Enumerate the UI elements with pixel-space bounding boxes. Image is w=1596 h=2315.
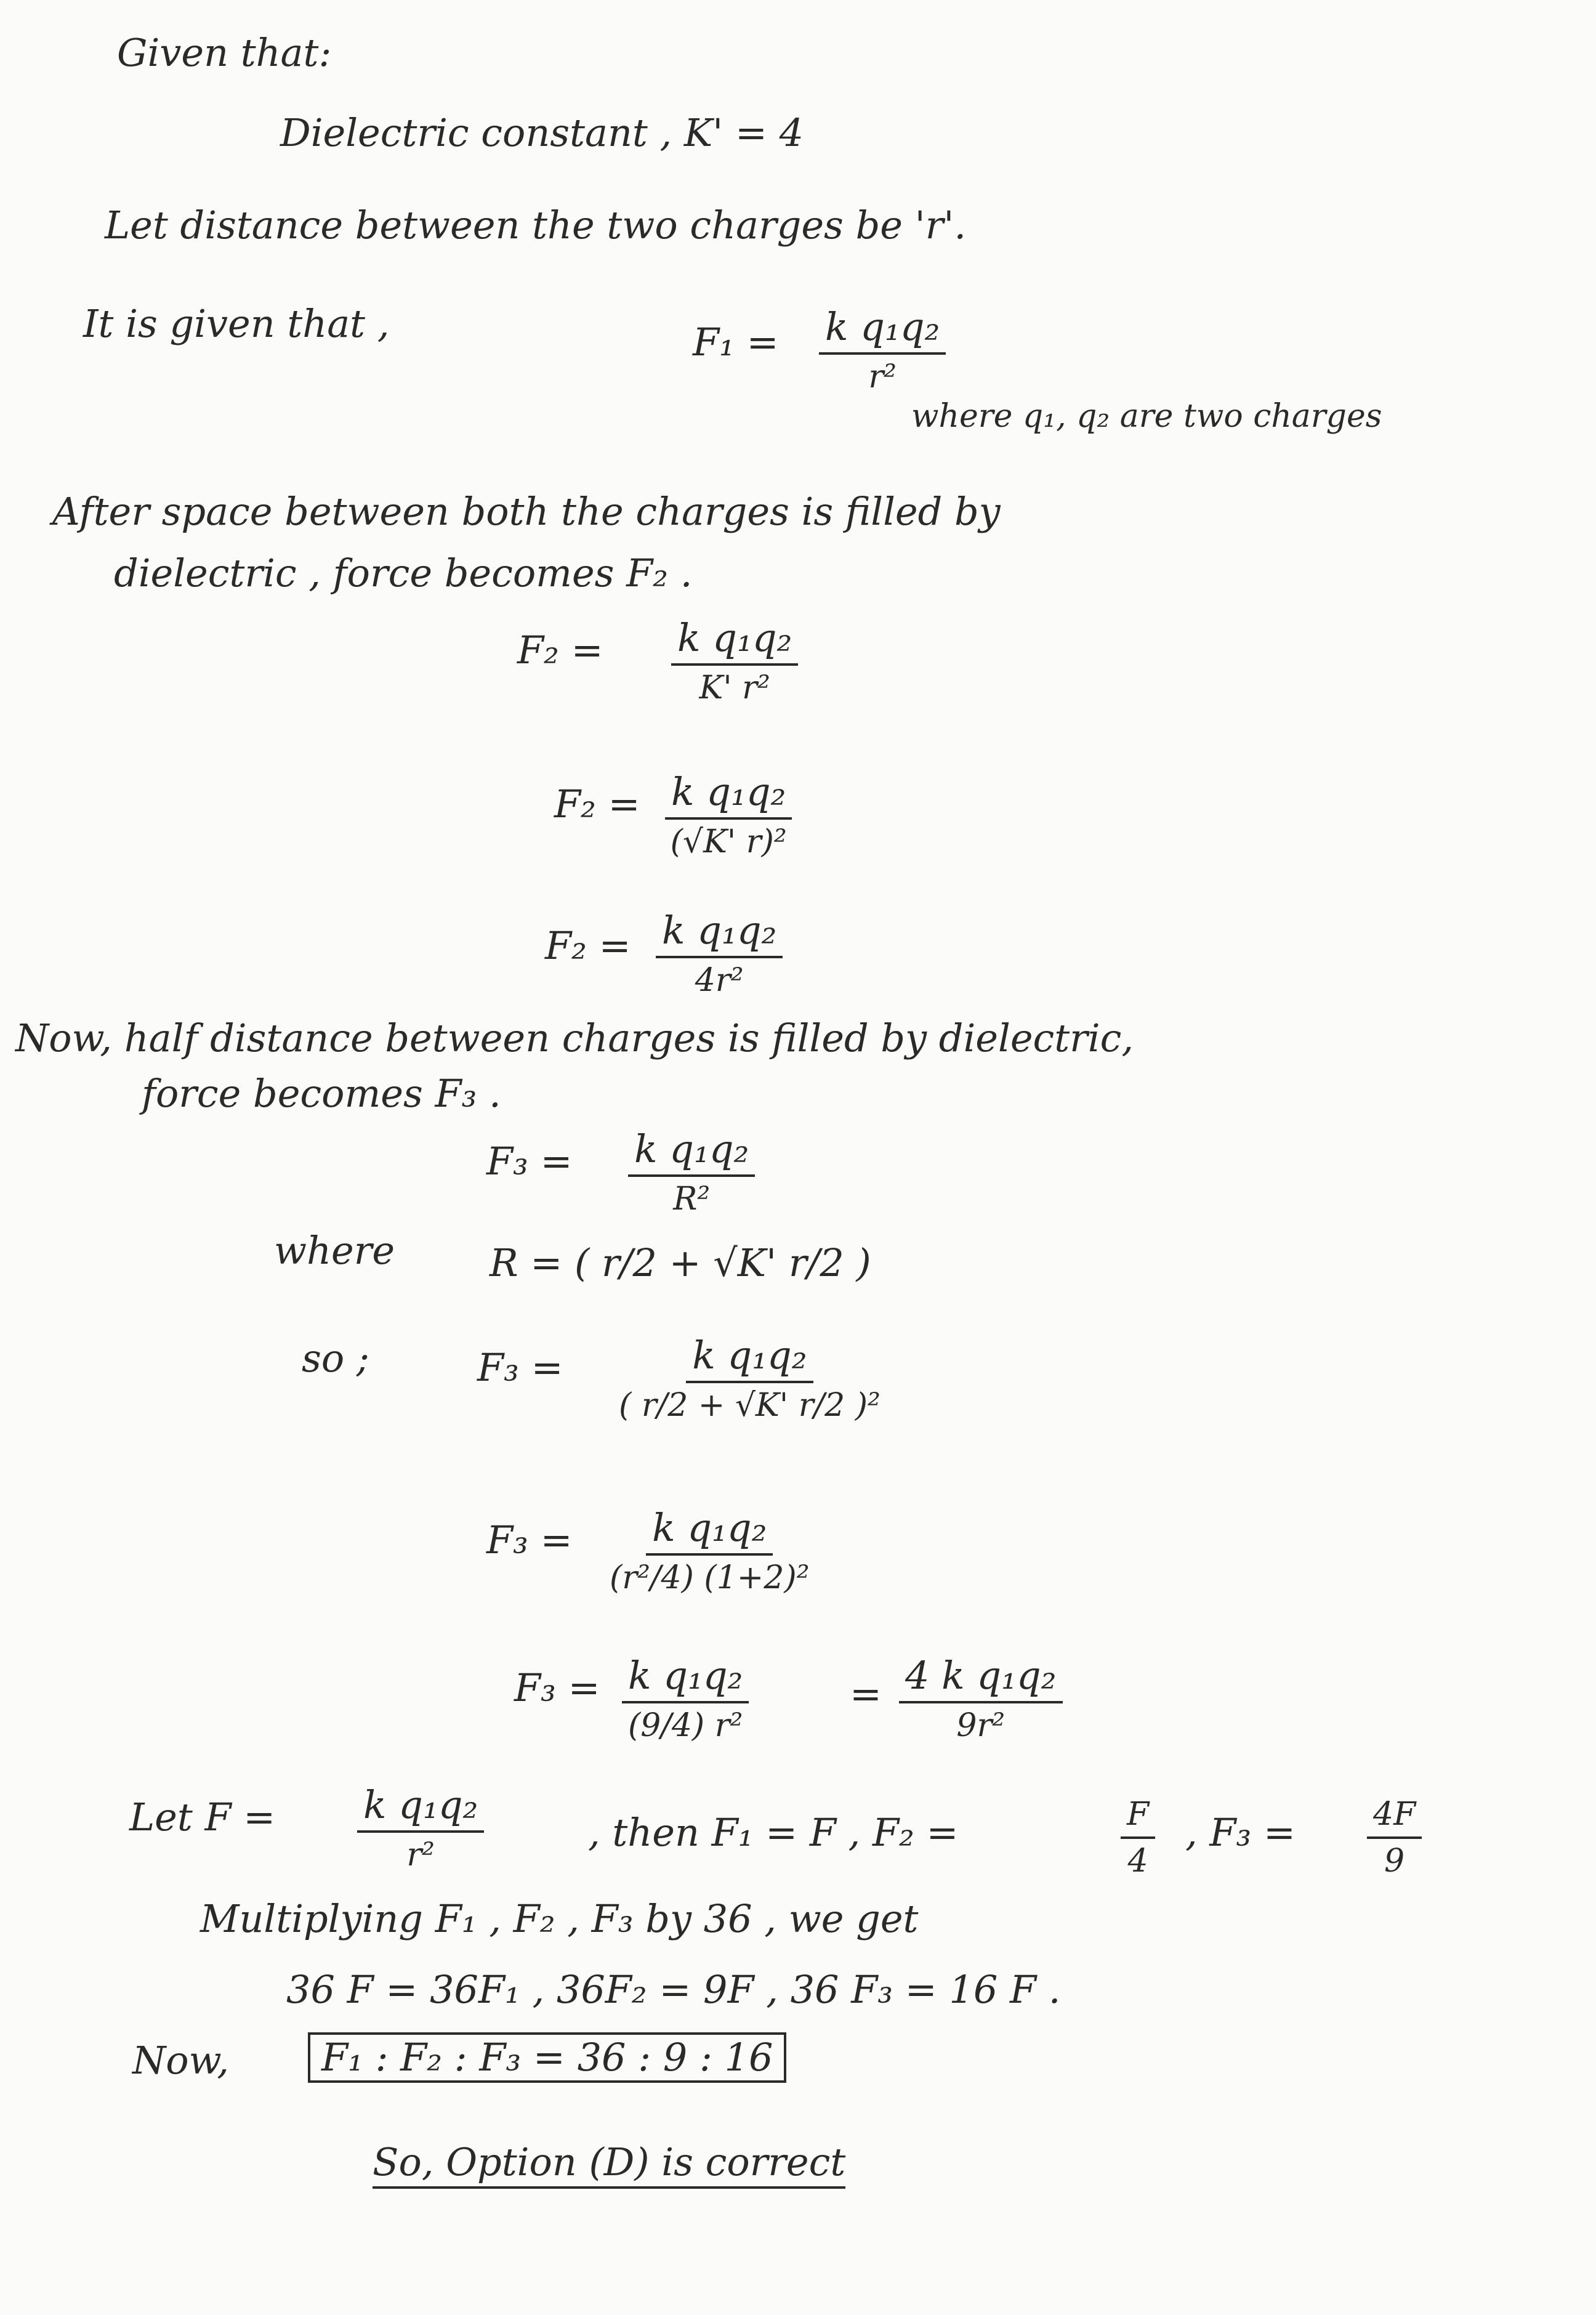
now-half-line-1: Now, half distance between charges is filled by dielectric, [15, 1016, 1134, 1061]
f3b-numerator: k q₁q₂ [686, 1336, 813, 1383]
f2b-numerator: k q₁q₂ [665, 773, 792, 820]
after-space-line-2: dielectric , force becomes F₂ . [114, 551, 693, 596]
f3d-denominator: (9/4) r² [627, 1707, 743, 1744]
f3a-denominator: R² [673, 1181, 711, 1218]
f3-prefix-text: , F₃ = [1185, 1810, 1296, 1855]
f2c-denominator: 4r² [695, 962, 744, 999]
f2a-fraction [671, 615, 798, 706]
f3c-denominator: (r²/4) (1+2)² [610, 1559, 810, 1596]
dielectric-constant-line: Dielectric constant , K' = 4 [280, 110, 804, 155]
now-label: Now, [132, 2038, 229, 2083]
f2c-label: F₂ = [545, 923, 631, 968]
f3-fraction-denominator: 9 [1384, 1843, 1405, 1880]
f3d-result-denominator: 9r² [956, 1707, 1006, 1744]
multiplying-line: Multiplying F₁ , F₂ , F₃ by 36 , we get [200, 1896, 919, 1941]
f2c-numerator: k q₁q₂ [656, 911, 783, 958]
thirty-six-line: 36 F = 36F₁ , 36F₂ = 9F , 36 F₃ = 16 F . [286, 1967, 1061, 2012]
f3a-numerator: k q₁q₂ [628, 1130, 755, 1177]
f3d-label: F₃ = [514, 1665, 600, 1710]
so-label: so ; [302, 1336, 369, 1381]
f2b-label: F₂ = [554, 782, 640, 826]
f3a-label: F₃ = [486, 1139, 573, 1184]
then-text: , then F₁ = F , F₂ = [588, 1810, 959, 1855]
f3d-fraction [622, 1653, 749, 1744]
f2b-fraction [665, 769, 792, 860]
f3d-numerator: k q₁q₂ [622, 1657, 749, 1703]
f3c-label: F₃ = [486, 1517, 573, 1562]
f2c-fraction [656, 908, 783, 999]
f2-fraction-numerator: F [1121, 1798, 1155, 1839]
f2-over-f-fraction [1121, 1796, 1155, 1880]
f2b-denominator: (√K' r)² [670, 823, 787, 860]
let-f-fraction [357, 1782, 484, 1873]
let-f-label: Let F = [129, 1795, 276, 1840]
where-r-label: where [274, 1228, 395, 1273]
f3b-fraction [619, 1333, 881, 1424]
f2a-denominator: K' r² [699, 669, 770, 706]
f2a-numerator: k q₁q₂ [671, 619, 798, 666]
f1-numerator: k q₁q₂ [819, 308, 946, 355]
f3d-result-fraction [899, 1653, 1063, 1744]
f2a-label: F₂ = [517, 628, 603, 673]
f3d-equals: = [850, 1671, 882, 1716]
it-is-given-line: It is given that , [83, 301, 390, 346]
let-distance-line: Let distance between the two charges be 'r'. [105, 203, 967, 248]
f1-fraction [819, 304, 946, 395]
f3-over-f-fraction [1367, 1796, 1422, 1880]
f3c-numerator: k q₁q₂ [646, 1509, 773, 1556]
given-heading: Given that: [117, 30, 332, 75]
ratio-box: F₁ : F₂ : F₃ = 36 : 9 : 16 [308, 2032, 786, 2083]
f3-fraction-numerator: 4F [1367, 1798, 1422, 1839]
f1-label: F₁ = [693, 320, 779, 365]
f2-fraction-denominator: 4 [1127, 1843, 1148, 1880]
f3b-label: F₃ = [477, 1345, 563, 1390]
let-f-numerator: k q₁q₂ [357, 1786, 484, 1833]
f1-denominator: r² [868, 358, 897, 395]
f3d-result-numerator: 4 k q₁q₂ [899, 1657, 1063, 1703]
f3b-denominator: ( r/2 + √K' r/2 )² [619, 1387, 881, 1424]
where-charges-note: where q₁, q₂ are two charges [911, 398, 1382, 435]
f3c-fraction [610, 1505, 810, 1596]
let-f-denominator: r² [406, 1836, 435, 1873]
now-half-line-2: force becomes F₃ . [142, 1071, 501, 1116]
r-expression: R = ( r/2 + √K' r/2 ) [490, 1240, 871, 1285]
f3a-fraction [628, 1126, 755, 1218]
after-space-line-1: After space between both the charges is filled by [52, 489, 1001, 534]
option-line: So, Option (D) is correct [373, 2143, 845, 2189]
